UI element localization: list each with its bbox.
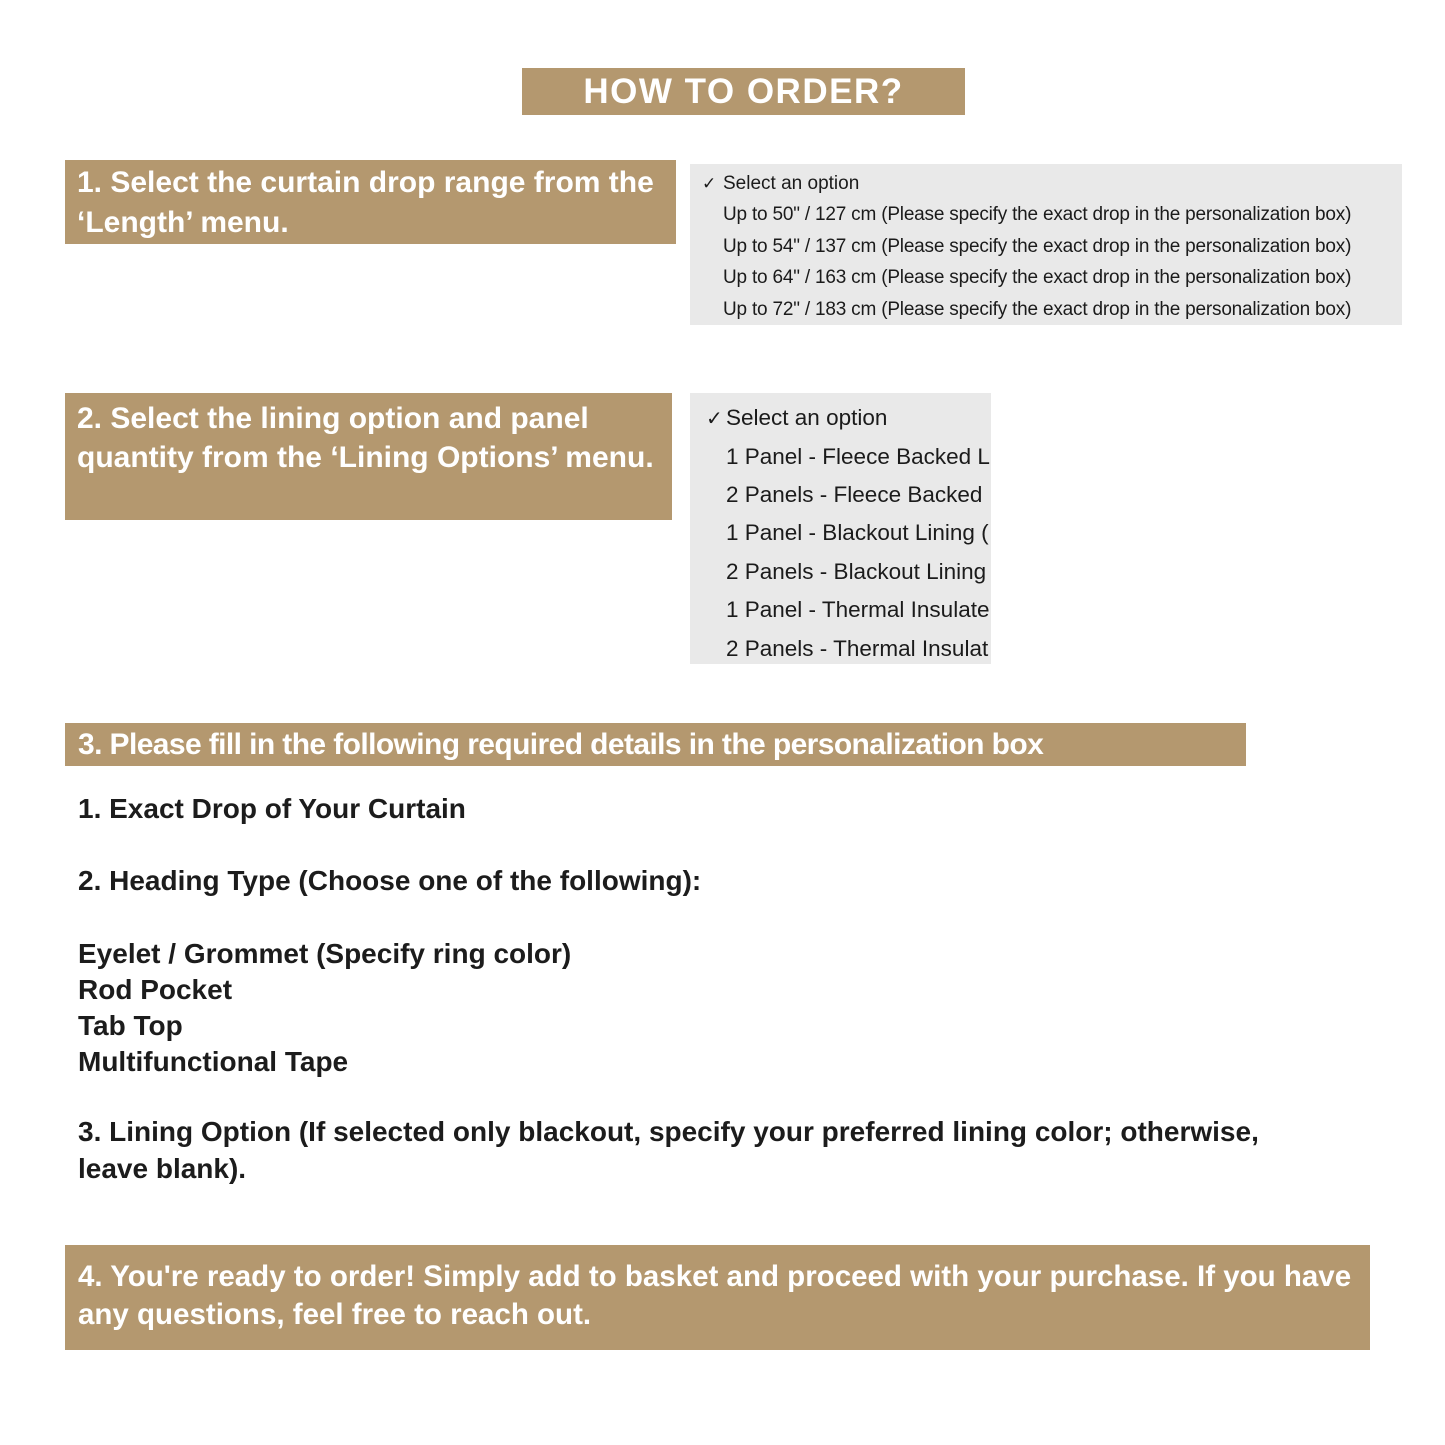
length-option-72[interactable]: Up to 72" / 183 cm (Please specify the exact drop in the personalization box) xyxy=(723,298,1352,320)
detail-heading-type: 2. Heading Type (Choose one of the following): xyxy=(78,865,702,896)
lining-selected-label: Select an option xyxy=(726,405,888,431)
step1-instruction: 1. Select the curtain drop range from the ‘Length’ menu. xyxy=(65,160,676,244)
detail-exact-drop: 1. Exact Drop of Your Curtain xyxy=(78,793,466,824)
checkmark-icon: ✓ xyxy=(702,173,717,193)
heading-option-multifunctional-tape: Multifunctional Tape xyxy=(78,1046,349,1077)
length-option-64[interactable]: Up to 64" / 163 cm (Please specify the exact drop in the personalization box) xyxy=(723,267,1352,289)
heading-type-options-list xyxy=(78,936,571,1080)
lining-option-2panels-fleece[interactable]: 2 Panels - Fleece Backed xyxy=(726,481,983,507)
step3-instruction: 3. Please fill in the following required details in the personalization box xyxy=(65,723,1246,766)
length-selected-option[interactable] xyxy=(690,168,1402,200)
length-option-54[interactable]: Up to 54" / 137 cm (Please specify the exact drop in the personalization box) xyxy=(723,235,1352,257)
lining-option-1panel-blackout[interactable]: 1 Panel - Blackout Lining ( xyxy=(726,520,989,546)
lining-option-1panel-fleece[interactable]: 1 Panel - Fleece Backed L xyxy=(726,443,990,469)
length-selected-label: Select an option xyxy=(723,172,860,194)
step2-instruction: 2. Select the lining option and panel quantity from the ‘Lining Options’ menu. xyxy=(65,393,672,520)
lining-option-2panels-blackout[interactable]: 2 Panels - Blackout Lining xyxy=(726,558,987,584)
length-dropdown-menu[interactable] xyxy=(690,164,1402,325)
lining-selected-option[interactable] xyxy=(690,399,991,437)
length-option-50[interactable]: Up to 50" / 127 cm (Please specify the exact drop in the personalization box) xyxy=(723,204,1352,226)
lining-dropdown-menu[interactable] xyxy=(690,393,991,664)
heading-option-eyelet: Eyelet / Grommet (Specify ring color) xyxy=(78,938,572,969)
page-title: HOW TO ORDER? xyxy=(522,68,965,115)
heading-option-tab-top: Tab Top xyxy=(78,1010,183,1041)
detail-lining-option: 3. Lining Option (If selected only blackout, specify your preferred lining color; otherwise, leave blank). xyxy=(78,1116,1259,1184)
lining-option-1panel-thermal[interactable]: 1 Panel - Thermal Insulate xyxy=(726,597,990,623)
checkmark-icon: ✓ xyxy=(706,407,723,430)
heading-option-rod-pocket: Rod Pocket xyxy=(78,974,233,1005)
lining-option-2panels-thermal[interactable]: 2 Panels - Thermal Insulat xyxy=(726,635,989,661)
step4-instruction: 4. You're ready to order! Simply add to basket and proceed with your purchase. If you have any questions, feel free to reach out. xyxy=(65,1245,1370,1350)
